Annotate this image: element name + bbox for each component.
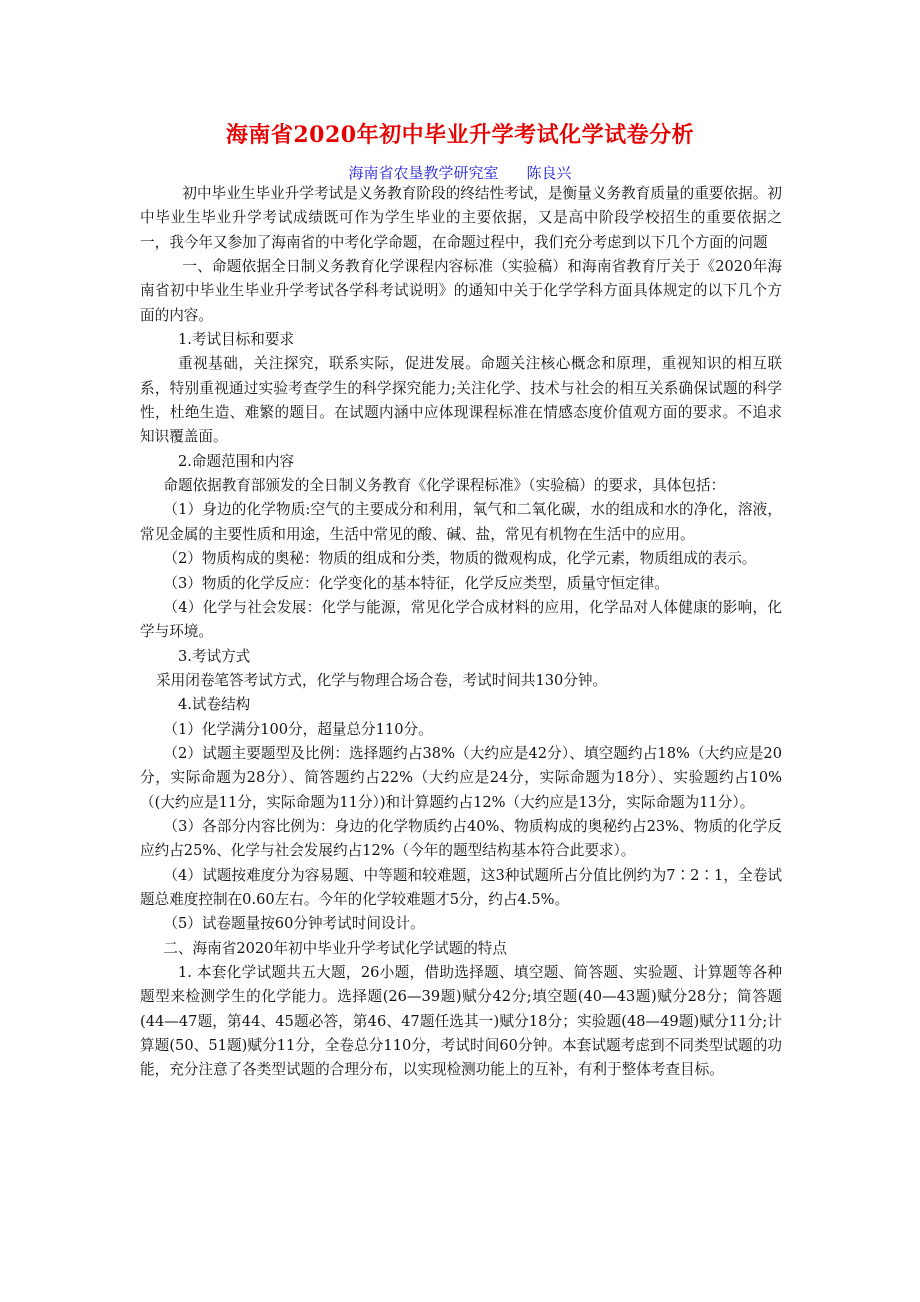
list-item: （1）身边的化学物质:空气的主要成分和利用，氧气和二氧化碳，水的组成和水的净化，溶液，常见金属的主要性质和用途，生活中常见的酸、碱、盐，常见有机物在生活中的应用。 <box>140 501 782 543</box>
subheading: 4.试卷结构 <box>177 696 251 714</box>
list-item: （3）各部分内容比例为：身边的化学物质约占40%、物质构成的奥秘约占23%、物质的化学反应约占25%、化学与社会发展约占12%（今年的题型结构基本符合此要求）。 <box>140 817 782 860</box>
list-item: （3）物质的化学反应：化学变化的基本特征，化学反应类型，质量守恒定律。 <box>163 574 669 592</box>
list-item: （4）试题按难度分为容易题、中等题和较难题，这3种试题所占分值比例约为7∶2∶1，全卷试题总难度控制在0.60左右。今年的化学较难题才5分，约占4.5%。 <box>140 866 782 908</box>
document-title: 海南省2020年初中毕业升学考试化学试卷分析 <box>225 122 695 148</box>
document-body <box>140 182 782 1083</box>
byline <box>0 162 920 183</box>
section-heading: 二、海南省2020年初中毕业升学考试化学试题的特点 <box>163 939 507 957</box>
list-item: （4）化学与社会发展：化学与能源，常见化学合成材料的应用，化学品对人体健康的影响，化学与环境。 <box>140 598 782 641</box>
paragraph: 1. 本套化学试题共五大题，26小题，借助选择题、填空题、简答题、实验题、计算题等各种题型来检测学生的化学能力。选择题(26—39题)赋分42分;填空题(40—43题)赋分28分；简答题(44—47题，第44、45题必答，第46、47题任选其一)赋分18分；实验题(48—49题)赋分11分;计算题(50、51题)赋分11分，全卷总分110分，考试时间60分钟。本套试题考虑到不同类型试题的功能，充分注意了各类型试题的合理分布，以实现检测功能上的互补，有利于整体考查目标。 <box>140 964 782 1079</box>
subheading: 3.考试方式 <box>177 647 251 665</box>
paragraph: 重视基础，关注探究，联系实际，促进发展。命题关注核心概念和原理，重视知识的相互联系，特别重视通过实验考查学生的科学探究能力;关注化学、技术与社会的相互关系确保试题的科学性，杜绝生造、难繁的题目。在试题内涵中应体现课程标准在情感态度价值观方面的要求。不追求知识覆盖面。 <box>140 355 782 446</box>
subheading: 2.命题范围和内容 <box>177 452 295 470</box>
byline-organization: 海南省农垦教学研究室 <box>348 164 499 182</box>
byline-author: 陈良兴 <box>526 164 572 182</box>
section-heading: 一、命题依据全日制义务教育化学课程内容标准（实验稿）和海南省教育厅关于《2020年海南省初中毕业生毕业升学考试各学科考试说明》的通知中关于化学学科方面具体规定的以下几个方面的内容。 <box>140 258 782 324</box>
list-item: （2）物质构成的奥秘：物质的组成和分类，物质的微观构成，化学元素，物质组成的表示。 <box>163 550 757 568</box>
paragraph: 命题依据教育部颁发的全日制义务教育《化学课程标准》（实验稿）的要求，具体包括： <box>163 477 726 495</box>
paragraph: 采用闭卷笔答考试方式，化学与物理合场合卷，考试时间共130分钟。 <box>156 671 608 689</box>
paragraph: 初中毕业生毕业升学考试是义务教育阶段的终结性考试，是衡量义务教育质量的重要依据。初中毕业生毕业升学考试成绩既可作为学生毕业的主要依据，又是高中阶段学校招生的重要依据之一，我今年又参加了海南省的中考化学命题，在命题过程中，我们充分考虑到以下几个方面的问题 <box>140 185 782 251</box>
list-item: （2）试题主要题型及比例：选择题约占38%（大约应是42分）、填空题约占18%（大约应是20分，实际命题为28分）、简答题约占22%（大约应是24分，实际命题为18分）、实验题约占10%（(大约应是11分，实际命题为11分）)和计算题约占12%（大约应是13分，实际命题为11分）。 <box>140 744 782 811</box>
list-item: （1）化学满分100分，超量总分110分。 <box>163 720 433 738</box>
list-item: （5）试卷题量按60分钟考试时间设计。 <box>163 915 425 933</box>
subheading: 1.考试目标和要求 <box>177 331 295 349</box>
